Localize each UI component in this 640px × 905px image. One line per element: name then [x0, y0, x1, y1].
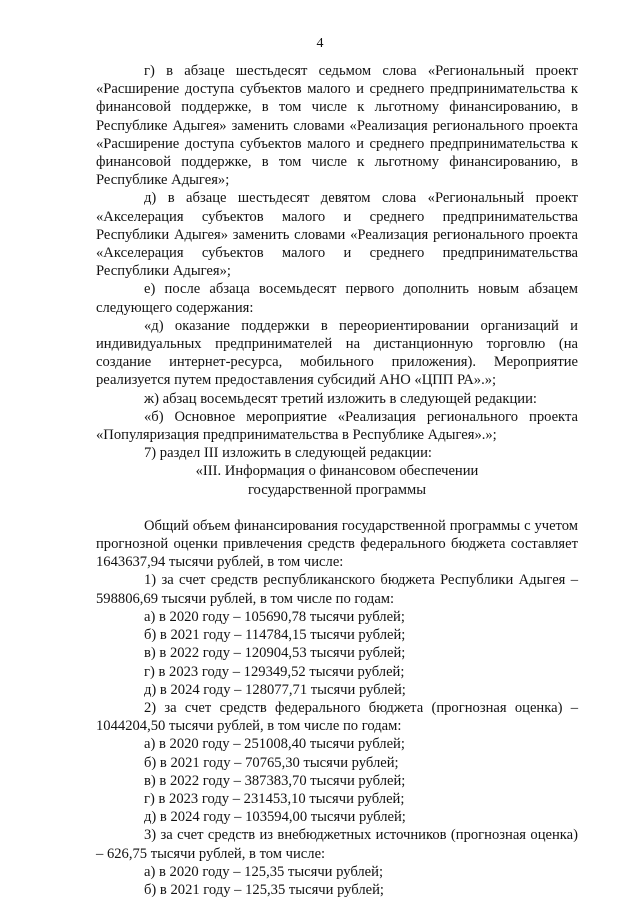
source-3-intro: 3) за счет средств из внебюджетных источников (прогнозная оценка) – 626,75 тысячи рублей, в том числе: [96, 827, 578, 862]
paragraph-e: е) после абзаца восемьдесят первого дополнить новым абзацем следующего содержания: [96, 281, 578, 316]
source-1-year-2020: а) в 2020 году – 105690,78 тысячи рублей; [144, 608, 405, 625]
source-2-year-2023: г) в 2023 году – 231453,10 тысячи рублей; [144, 790, 405, 807]
source-1-year-2023: г) в 2023 году – 129349,52 тысячи рублей; [144, 663, 405, 680]
source-1-intro: 1) за счет средств республиканского бюджета Республики Адыгея – 598806,69 тысячи рублей, в том числе по годам: [96, 572, 578, 607]
source-2-year-2021: б) в 2021 году – 70765,30 тысячи рублей; [144, 754, 399, 771]
page-number: 4 [316, 36, 324, 51]
source-2-intro: 2) за счет средств федерального бюджета (прогнозная оценка) – 1044204,50 тысячи рублей, в том числе по годам: [96, 699, 578, 735]
source-1-year-2021: б) в 2021 году – 114784,15 тысячи рублей; [144, 627, 406, 644]
source-2-year-2020: а) в 2020 году – 251008,40 тысячи рублей; [144, 736, 405, 753]
source-2-year-2022: в) в 2022 году – 387383,70 тысячи рублей; [144, 772, 406, 789]
source-1-year-2024: д) в 2024 году – 128077,71 тысячи рублей; [144, 681, 406, 698]
source-3-year-2021: б) в 2021 году – 125,35 тысячи рублей; [144, 881, 384, 898]
paragraph-new-d: «д) оказание поддержки в переориентировании организаций и индивидуальных предпринимателей на дистанционную торговлю (на создание интернет-ресурса, мобильного приложения). Мероприятие реализуется путем предоставления субсидий АНО «ЦПП РА».»; [96, 317, 578, 389]
paragraph-7: 7) раздел III изложить в следующей редакции: [144, 445, 432, 462]
paragraph-b: «б) Основное мероприятие «Реализация регионального проекта «Популяризация предпринимательства в Республике Адыгея».»; [96, 408, 578, 444]
total-funding-paragraph: Общий объем финансирования государственной программы с учетом прогнозной оценки привлечения средств федерального бюджета составляет 1643637,94 тысячи рублей, в том числе: [96, 517, 578, 571]
section-heading-line2: государственной программы [247, 481, 427, 498]
source-3-year-2020: а) в 2020 году – 125,35 тысячи рублей; [144, 863, 384, 880]
source-2-year-2024: д) в 2024 году – 103594,00 тысячи рублей; [144, 809, 406, 826]
paragraph-d: д) в абзаце шестьдесят девятом слова «Региональный проект «Акселерация субъектов малого и среднего предпринимательства Республики Адыгея» заменить словами «Реализация регионального проекта «Акселерация субъектов малого и среднего предпринимательства Республики Адыгея»; [96, 190, 578, 280]
paragraph-g: г) в абзаце шестьдесят седьмом слова «Региональный проект «Расширение доступа субъектов малого и среднего предпринимательства к финансовой поддержке, в том числе к льготному финансированию, в Республике Адыгея» заменить словами «Реализация регионального проекта «Расширение доступа субъектов малого и среднего предпринимательства к финансовой поддержке, в том числе к льготному финансированию, в Республике Адыгея»; [96, 63, 578, 189]
paragraph-zh: ж) абзац восемьдесят третий изложить в следующей редакции: [144, 390, 537, 407]
document-body [96, 62, 578, 899]
section-heading-line1: «III. Информация о финансовом обеспечении [195, 463, 479, 480]
source-1-year-2022: в) в 2022 году – 120904,53 тысячи рублей; [144, 645, 406, 662]
